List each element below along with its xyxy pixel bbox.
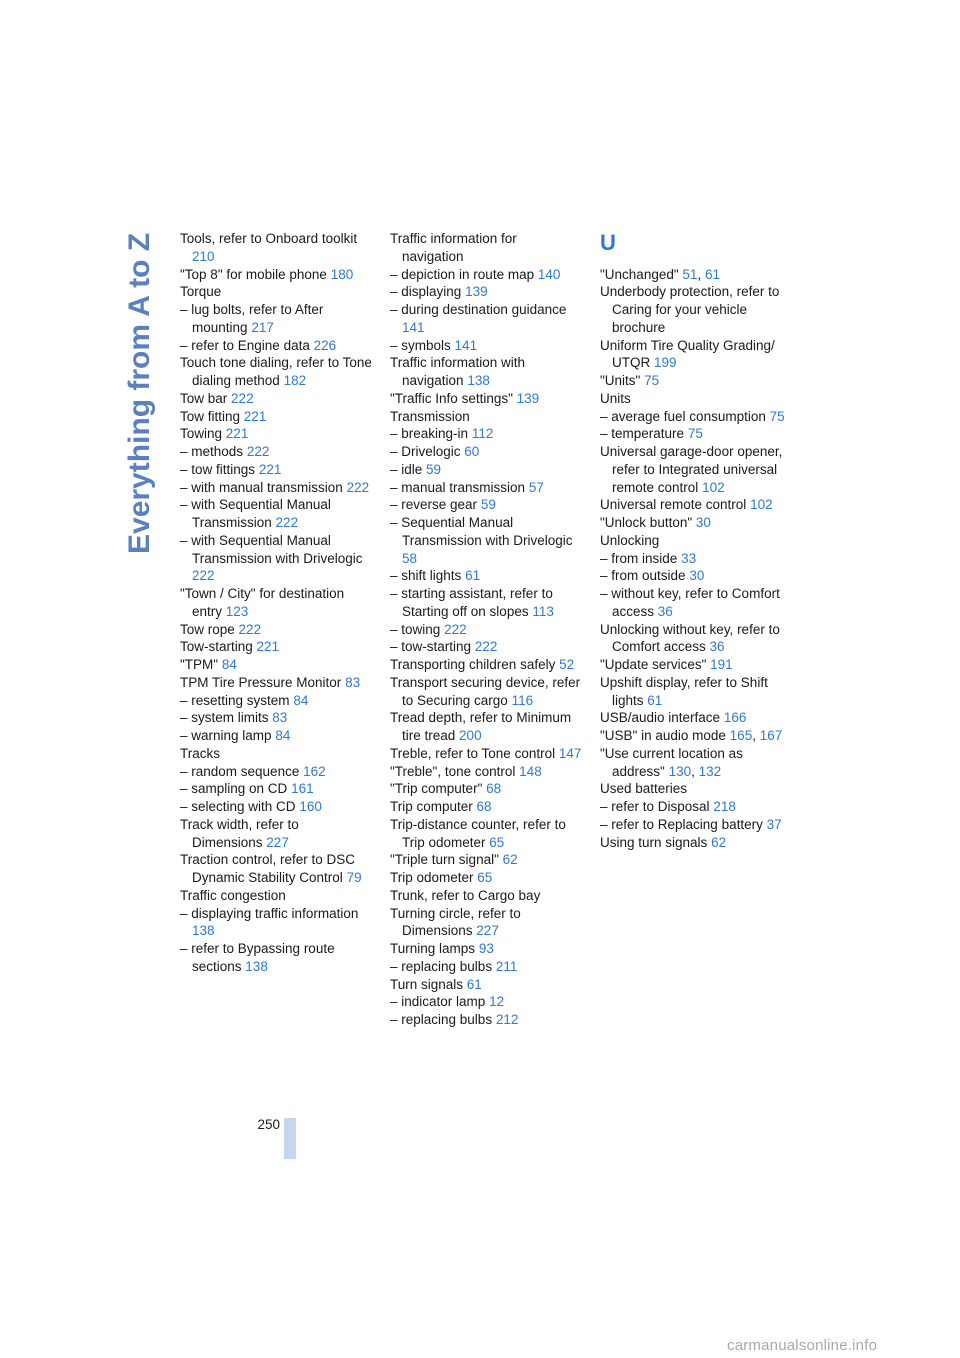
index-entry-term: Transporting children safely [390, 657, 556, 672]
index-entry-term: Turning circle, refer to Dimensions [390, 905, 521, 939]
index-entry [180, 798, 372, 816]
index-entry [600, 550, 794, 568]
index-entry [600, 798, 794, 816]
index-entry [600, 585, 794, 621]
page-reference-link[interactable]: 132 [698, 763, 722, 779]
index-entry [390, 976, 582, 994]
index-entry-term: – warning lamp [180, 728, 272, 743]
index-entry [390, 816, 582, 852]
page-reference-link[interactable]: 138 [467, 373, 490, 388]
index-entry [390, 514, 582, 567]
index-entry [600, 674, 794, 710]
index-entry [180, 674, 372, 692]
index-entry-term: Traffic information with navigation [390, 355, 526, 388]
page-reference-link[interactable]: 68 [476, 799, 492, 814]
page-reference-link[interactable]: 166 [723, 710, 747, 726]
index-entry [390, 958, 582, 976]
index-entry [180, 692, 372, 710]
page-reference-link[interactable]: 52 [559, 657, 575, 672]
page-reference-link[interactable]: 222 [246, 444, 270, 459]
index-column-3 [600, 230, 794, 851]
index-entry [180, 745, 372, 763]
index-entry [600, 408, 794, 426]
index-column-3-entries [600, 266, 794, 852]
index-entry-term: – tow fittings [180, 461, 256, 477]
page-reference-link[interactable]: 79 [346, 870, 362, 885]
page-reference-link[interactable]: 167 [759, 728, 783, 743]
index-entry-term: Trip odometer [390, 870, 474, 885]
index-entry-term: Tools, refer to Onboard toolkit [180, 231, 358, 246]
index-entry [600, 656, 794, 674]
index-entry [600, 372, 794, 390]
index-entry [390, 266, 582, 284]
page-reference-link[interactable]: 191 [710, 657, 733, 672]
index-entry [600, 816, 794, 834]
index-entry-term: – system limits [180, 710, 269, 726]
index-entry-term: Traction control, refer to DSC Dynamic Stability Control [180, 852, 356, 885]
index-entry [180, 656, 372, 674]
page-reference-link[interactable]: 221 [243, 408, 267, 424]
index-entry-term: Turning lamps [390, 941, 476, 956]
page-reference-link[interactable]: 226 [313, 337, 337, 353]
index-entry [180, 816, 372, 852]
page-number: 250 [257, 1117, 280, 1132]
index-entry-term: – refer to Disposal [600, 799, 710, 814]
index-entry [180, 266, 372, 284]
index-entry-term: – random sequence [180, 763, 300, 779]
page-reference-link[interactable]: 57 [528, 479, 544, 495]
side-section-title-text: Everything from A to Z [123, 232, 156, 554]
page-reference-link[interactable]: 221 [258, 461, 282, 477]
index-entry-term: – replacing bulbs [390, 958, 493, 974]
page-reference-link[interactable]: 222 [474, 639, 498, 655]
index-entry [600, 709, 794, 727]
index-entry [390, 798, 582, 816]
index-entry [390, 390, 582, 408]
page-reference-link[interactable]: 227 [476, 923, 499, 939]
index-entry [390, 709, 582, 745]
index-entry [390, 993, 582, 1011]
index-entry-term: – idle [390, 461, 423, 477]
page-reference-link[interactable]: 30 [689, 568, 705, 584]
page-reference-link[interactable]: 12 [489, 994, 505, 1010]
page-reference-link[interactable]: 140 [537, 266, 561, 282]
page-reference-link[interactable]: 139 [465, 284, 488, 300]
index-entry-term: TPM Tire Pressure Monitor [180, 674, 342, 690]
page-reference-link[interactable]: 211 [495, 958, 518, 974]
index-entry-term: – replacing bulbs [390, 1012, 493, 1027]
index-entry-term: "USB" in audio mode [600, 728, 726, 743]
index-entry [600, 834, 794, 852]
page-reference-link[interactable]: 160 [299, 799, 322, 814]
page-reference-link[interactable]: 141 [454, 337, 478, 353]
index-entry [180, 763, 372, 781]
index-entry [390, 425, 582, 443]
index-column-1 [180, 230, 372, 976]
page-reference-link[interactable]: 217 [251, 319, 274, 335]
index-entry-term: – temperature [600, 426, 685, 442]
page-reference-link[interactable]: 112 [471, 426, 494, 442]
index-entry-term: Tow bar [180, 390, 228, 406]
index-entry-term: Trip-distance counter, refer to Trip odometer [390, 816, 566, 850]
index-entry-term: – starting assistant, refer to Starting off on slopes [390, 586, 553, 619]
index-entry-term: Tread depth, refer to Minimum tire tread [390, 710, 572, 743]
page-reference-link[interactable]: 222 [346, 479, 370, 495]
index-entry [390, 674, 582, 710]
index-entry-term: – displaying [390, 284, 462, 300]
watermark: carmanualsonline.info [727, 1337, 878, 1354]
index-entry [180, 621, 372, 639]
index-entry-term: Trunk, refer to Cargo bay [390, 887, 541, 903]
index-entry [180, 727, 372, 745]
page-reference-link[interactable]: 218 [713, 799, 736, 814]
index-entry-term: Transport securing device, refer to Securing cargo [390, 674, 581, 708]
page-reference-link[interactable]: 102 [702, 479, 725, 495]
page-reference-link[interactable]: 30 [695, 515, 711, 530]
index-entry [390, 496, 582, 514]
index-entry-term: – average fuel consumption [600, 408, 766, 424]
index-entry-term: – from inside [600, 550, 678, 566]
page-reference-link[interactable]: 221 [225, 426, 249, 442]
index-entry [180, 461, 372, 479]
page-reference-link[interactable]: 84 [275, 728, 291, 743]
index-entry [390, 656, 582, 674]
page-reference-link[interactable]: 61 [465, 568, 481, 584]
index-entry-term: – from outside [600, 568, 686, 584]
index-entry [600, 337, 794, 373]
page-number-bar [284, 1118, 296, 1159]
index-entry-term: Underbody protection, refer to Caring for your vehicle brochure [600, 284, 780, 335]
index-entry-term: Unlocking without key, refer to Comfort access [600, 621, 780, 655]
index-entry [390, 479, 582, 497]
page-reference-link[interactable]: 147 [558, 745, 582, 761]
index-entry-term: – with Sequential Manual Transmission with Drivelogic [180, 532, 363, 566]
index-entry [390, 585, 582, 621]
index-entry-term: Torque [180, 284, 222, 300]
index-entry [180, 496, 372, 532]
page-reference-link[interactable]: 212 [495, 1012, 519, 1027]
page-reference-link[interactable]: 130 [668, 763, 692, 779]
page-reference-link[interactable]: 227 [266, 834, 289, 850]
index-entry-term: "Update services" [600, 657, 707, 672]
index-entry [600, 621, 794, 657]
index-entry-term: – refer to Engine data [180, 337, 310, 353]
index-entry [600, 514, 794, 532]
index-entry-term: – sampling on CD [180, 781, 288, 797]
index-entry-term: – depiction in route map [390, 266, 535, 282]
index-entry-term: "Trip computer" [390, 781, 483, 797]
index-entry-term: Traffic information for navigation [390, 231, 517, 264]
page-reference-link[interactable]: 200 [459, 728, 482, 743]
index-entry [600, 283, 794, 336]
index-entry-term: "Top 8" for mobile phone [180, 266, 327, 282]
index-entry-term: Tracks [180, 745, 220, 761]
index-entry [390, 301, 582, 337]
index-entry-term: Turn signals [390, 976, 464, 992]
index-entry-term: "Traffic Info settings" [390, 390, 513, 406]
index-entry [390, 851, 582, 869]
index-entry-term: "Units" [600, 373, 641, 388]
page-reference-link[interactable]: 102 [750, 497, 773, 513]
index-column-2 [390, 230, 582, 1029]
index-entry: "Unchanged" 51, 61 [600, 266, 720, 282]
index-entry-term: – during destination guidance [390, 302, 567, 317]
page-reference-link[interactable]: 83 [345, 674, 361, 690]
page-reference-link[interactable]: 75 [644, 373, 660, 388]
index-entry [390, 567, 582, 585]
page-reference-link[interactable]: 182 [283, 373, 307, 388]
index-entry-term: – symbols [390, 337, 451, 353]
page-reference-link[interactable]: 84 [221, 657, 237, 672]
index-entry [390, 1011, 582, 1029]
index-entry-term: Using turn signals [600, 834, 708, 850]
index-entry [390, 905, 582, 941]
page-reference-link[interactable]: 33 [681, 550, 697, 566]
page-reference-link[interactable]: 222 [238, 621, 262, 637]
index-entry [180, 585, 372, 621]
page-reference-link[interactable]: 36 [657, 603, 673, 619]
page-reference-link[interactable]: 36 [709, 639, 725, 655]
index-entry-term: Towing [180, 426, 223, 442]
index-entry [180, 532, 372, 585]
index-entry-term: – with manual transmission [180, 479, 343, 495]
index-entry-term: "Use current location as address" [600, 745, 743, 779]
index-entry-term: – shift lights [390, 568, 462, 584]
index-entry-term: Tow rope [180, 621, 235, 637]
page-reference-link[interactable]: 68 [486, 781, 502, 797]
index-entry [600, 443, 794, 496]
index-entry-term: Upshift display, refer to Shift lights [600, 674, 768, 708]
page-reference-link[interactable]: 65 [489, 834, 505, 850]
page-reference-link[interactable]: 84 [293, 692, 309, 708]
index-entry-term: "Town / City" for destination entry [180, 586, 345, 619]
index-entry [180, 425, 372, 443]
index-entry [180, 887, 372, 905]
page-reference-link[interactable]: 58 [402, 550, 418, 566]
index-entry [390, 780, 582, 798]
page-reference-link[interactable]: 65 [477, 870, 493, 885]
index-entry [390, 337, 582, 355]
index-entry-term: Used batteries [600, 781, 688, 797]
index-entry-term: – manual transmission [390, 479, 526, 495]
page-reference-link[interactable]: 222 [275, 515, 299, 530]
index-entry [180, 905, 372, 941]
index-entry [180, 638, 372, 656]
page-reference-link[interactable]: 51 [682, 266, 698, 282]
side-section-title [118, 230, 158, 560]
index-entry [180, 851, 372, 887]
index-entry-term: Treble, refer to Tone control [390, 745, 556, 761]
index-entry [180, 301, 372, 337]
index-entry-term: "Unlock button" [600, 515, 693, 530]
index-entry [390, 745, 582, 763]
page-reference-link[interactable]: 75 [687, 426, 703, 442]
index-entry-term: Units [600, 390, 631, 406]
page-reference-link[interactable]: 93 [478, 941, 494, 956]
page-reference-link[interactable]: 61 [466, 976, 482, 992]
index-entry-term: – reverse gear [390, 497, 478, 513]
index-entry-term: "Triple turn signal" [390, 852, 499, 868]
index-entry [390, 408, 582, 426]
index-entry [390, 621, 582, 639]
page-reference-link[interactable]: 222 [444, 621, 467, 637]
page-reference-link[interactable]: 116 [511, 692, 534, 708]
page-reference-link[interactable]: 37 [766, 816, 782, 832]
index-entry [180, 230, 372, 266]
index-entry-term: – with Sequential Manual Transmission [180, 497, 331, 530]
index-entry-term: – resetting system [180, 692, 290, 708]
page-reference-link[interactable]: 148 [519, 763, 542, 779]
index-entry-term: – without key, refer to Comfort access [600, 586, 780, 619]
index-entry [600, 532, 794, 550]
index-entry [600, 780, 794, 798]
index-entry-term: "Treble", tone control [390, 763, 516, 779]
index-entry [390, 443, 582, 461]
index-entry [390, 283, 582, 301]
index-entry [600, 425, 794, 443]
index-entry-term: – indicator lamp [390, 994, 486, 1010]
index-entry-term: Tow-starting [180, 639, 253, 655]
index-entry [390, 230, 582, 266]
index-entry-term: – Drivelogic [390, 444, 461, 459]
index-entry-term: "Unchanged" [600, 266, 679, 282]
index-entry-term: – refer to Bypassing route sections [180, 941, 335, 974]
index-entry [600, 567, 794, 585]
index-entry-term: – tow-starting [390, 639, 472, 655]
index-entry-term: "TPM" [180, 657, 219, 672]
index-entry [180, 780, 372, 798]
index-section-letter: U [600, 230, 616, 255]
index-entry-term: – displaying traffic information [180, 905, 359, 921]
page-reference-link[interactable]: 162 [303, 763, 326, 779]
page-reference-link[interactable]: 180 [330, 266, 354, 282]
index-entry-term: Uniform Tire Quality Grading/ UTQR [600, 337, 775, 371]
page-reference-link[interactable]: 59 [426, 461, 442, 477]
page-reference-link[interactable]: 222 [231, 390, 254, 406]
index-entry: "Use current location as address" 130, 132 [600, 745, 743, 779]
index-entry [390, 940, 582, 958]
index-entry [390, 354, 582, 390]
index-entry-term: USB/audio interface [600, 710, 721, 726]
index-entry [180, 337, 372, 355]
index-entry [390, 763, 582, 781]
page-reference-link[interactable]: 60 [464, 444, 480, 459]
index-entry [180, 354, 372, 390]
index-entry [390, 869, 582, 887]
index-entry-term: Track width, refer to Dimensions [180, 816, 299, 850]
page-reference-link[interactable]: 210 [192, 248, 215, 264]
page-reference-link[interactable]: 199 [654, 355, 677, 371]
page-reference-link[interactable]: 138 [245, 958, 268, 974]
index-entry [600, 496, 794, 514]
index-entry [180, 709, 372, 727]
page-reference-link[interactable]: 61 [704, 266, 720, 282]
index-entry [180, 479, 372, 497]
index-entry: "USB" in audio mode 165, 167 [600, 728, 783, 743]
index-entry-term: Universal remote control [600, 497, 747, 513]
page-reference-link[interactable]: 165 [729, 728, 753, 743]
index-entry-term: Universal garage-door opener, refer to Integrated universal remote control [600, 444, 783, 495]
index-entry [600, 390, 794, 408]
index-entry-term: Touch tone dialing, refer to Tone dialing method [180, 355, 372, 388]
index-entry-term: Tow fitting [180, 408, 241, 424]
page-reference-link[interactable]: 83 [272, 710, 288, 726]
index-entry [390, 887, 582, 905]
page-reference-link[interactable]: 138 [192, 923, 215, 939]
page-reference-link[interactable]: 123 [225, 603, 249, 619]
index-entry [180, 408, 372, 426]
index-entry-term: Transmission [390, 408, 470, 424]
page-reference-link[interactable]: 139 [516, 390, 540, 406]
page-reference-link[interactable]: 161 [291, 781, 314, 797]
page-reference-link[interactable]: 141 [402, 319, 425, 335]
index-entry [180, 283, 372, 301]
index-entry-term: Traffic congestion [180, 887, 286, 903]
index-entry [180, 390, 372, 408]
index-entry [180, 443, 372, 461]
index-entry-term: Unlocking [600, 532, 660, 548]
index-entry-term: – Sequential Manual Transmission with Drivelogic [390, 515, 573, 548]
page-reference-link[interactable]: 113 [532, 603, 554, 619]
index-entry-term: – breaking-in [390, 426, 469, 442]
page-reference-link[interactable]: 75 [769, 408, 785, 424]
index-entry [390, 461, 582, 479]
index-entry-term: – methods [180, 444, 244, 459]
page-reference-link[interactable]: 59 [480, 497, 496, 513]
index-entry-term: – towing [390, 621, 441, 637]
page-reference-link[interactable]: 61 [647, 692, 663, 708]
index-entry-term: – selecting with CD [180, 799, 296, 814]
index-entry-term: Trip computer [390, 799, 473, 814]
index-entry [180, 940, 372, 976]
page-reference-link[interactable]: 222 [192, 568, 215, 584]
side-section-title-graphic [118, 230, 158, 560]
page-reference-link[interactable]: 62 [502, 852, 518, 868]
page-reference-link[interactable]: 62 [711, 834, 727, 850]
page-reference-link[interactable]: 221 [256, 639, 280, 655]
index-entry-term: – refer to Replacing battery [600, 816, 763, 832]
index-entry-term: – lug bolts, refer to After mounting [180, 302, 324, 335]
index-entry [390, 638, 582, 656]
